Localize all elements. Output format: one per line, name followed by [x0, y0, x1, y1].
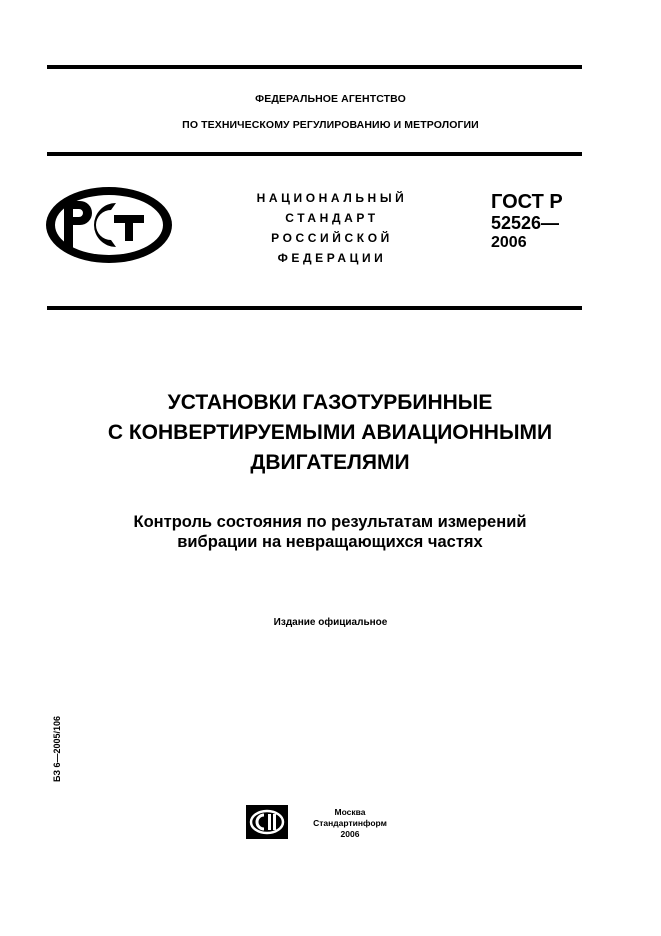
document-title-line-2: С КОНВЕРТИРУЕМЫМИ АВИАЦИОННЫМИ: [107, 421, 553, 444]
gost-prefix: ГОСТ Р: [491, 191, 563, 213]
publisher-year: 2006: [340, 829, 360, 839]
publisher-city: Москва: [334, 807, 366, 817]
document-title-line-1: УСТАНОВКИ ГАЗОТУРБИННЫЕ: [167, 391, 493, 414]
document-subtitle-line-1: Контроль состояния по результатам измерений: [133, 513, 527, 531]
rst-logo: [44, 185, 174, 265]
document-subtitle-line-2: вибрации на невращающихся частях: [177, 533, 483, 551]
si-logo: [246, 805, 288, 839]
gost-year: 2006: [491, 234, 527, 251]
document-title-line-3: ДВИГАТЕЛЯМИ: [250, 451, 410, 474]
publisher-name: Стандартинформ: [313, 818, 387, 828]
agency-line-2: ПО ТЕХНИЧЕСКОМУ РЕГУЛИРОВАНИЮ И МЕТРОЛОГИИ: [182, 119, 479, 131]
standard-type-line-3: РОССИЙСКОЙ: [271, 231, 393, 245]
standard-type-line-2: СТАНДАРТ: [285, 211, 379, 225]
standard-type-line-4: ФЕДЕРАЦИИ: [277, 251, 387, 265]
top-rule: [47, 65, 582, 69]
gost-number: 52526—: [491, 213, 560, 233]
middle-rule: [47, 306, 582, 310]
header-rule: [47, 152, 582, 156]
agency-line-1: ФЕДЕРАЛЬНОЕ АГЕНТСТВО: [255, 93, 406, 105]
side-code: БЗ 6—2005/106: [52, 715, 62, 782]
edition-label: Издание официальное: [273, 617, 388, 628]
standard-type-line-1: НАЦИОНАЛЬНЫЙ: [256, 191, 408, 205]
